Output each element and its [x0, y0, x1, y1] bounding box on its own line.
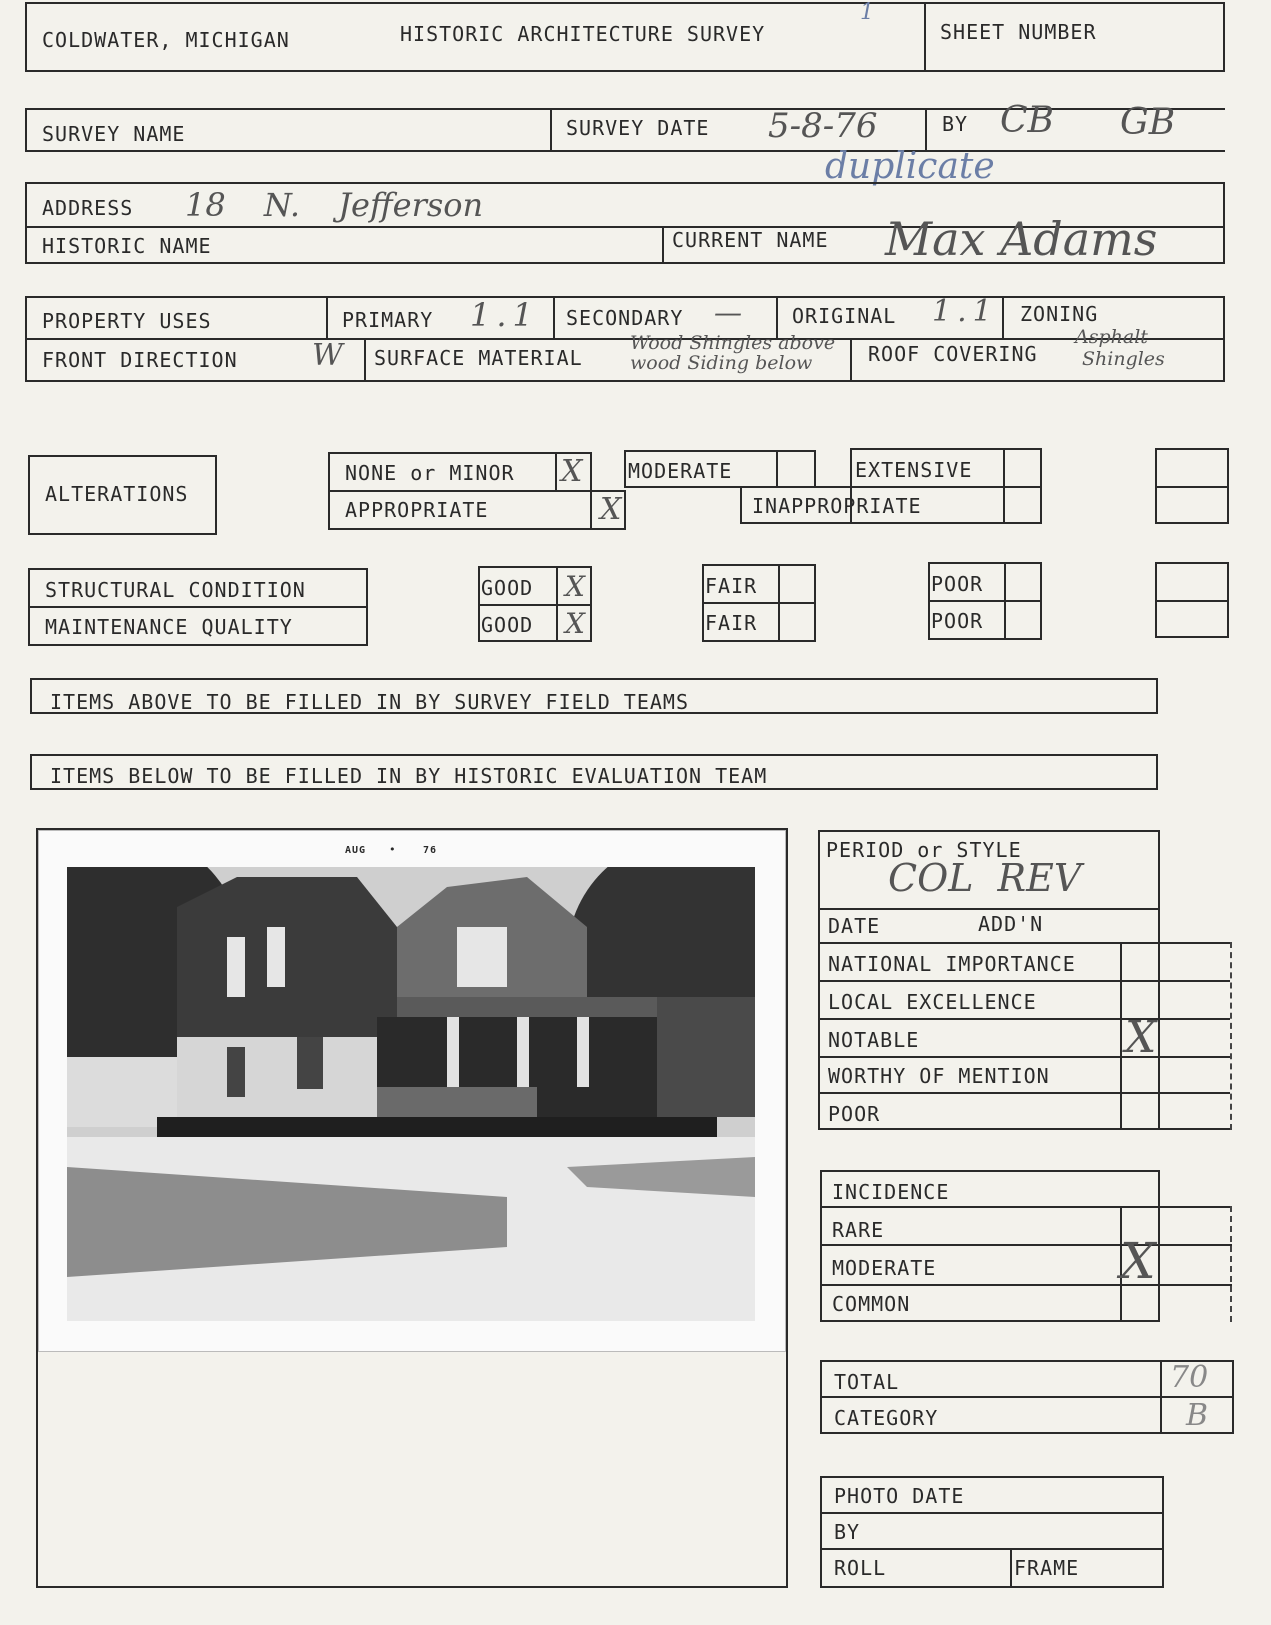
inc-moderate-label: MODERATE: [832, 1256, 937, 1280]
photo-info-line-1: [820, 1512, 1164, 1514]
condition-extra-mid: [1155, 600, 1229, 602]
total-label: TOTAL: [834, 1370, 900, 1394]
note-above: ITEMS ABOVE TO BE FILLED IN BY SURVEY FIELD TEAMS: [50, 690, 690, 714]
photo-stamp-year: 76: [423, 845, 438, 856]
current-name-divider: [662, 226, 664, 262]
maintenance-good-mark: X: [565, 607, 585, 640]
photo-info-line-2: [820, 1548, 1164, 1550]
note-below: ITEMS BELOW TO BE FILLED IN BY HISTORIC EVALUATION TEAM: [50, 764, 768, 788]
secondary-label: SECONDARY: [566, 306, 684, 330]
inc-line-1: [820, 1206, 1232, 1208]
moderate-label: MODERATE: [628, 459, 733, 483]
extensive-label: EXTENSIVE: [855, 458, 973, 482]
original-label: ORIGINAL: [792, 304, 897, 328]
original-value: 1.1: [932, 294, 998, 329]
period-value: COL REV: [888, 856, 1082, 900]
addn-label: ADD'N: [978, 912, 1044, 936]
survey-date-value: 5-8-76: [768, 106, 878, 146]
survey-by-value-1: CB: [1000, 100, 1054, 141]
common-label: COMMON: [832, 1292, 911, 1316]
maintenance-quality-label: MAINTENANCE QUALITY: [45, 615, 293, 639]
eval-line-1: [818, 942, 1230, 944]
notable-label: NOTABLE: [828, 1028, 920, 1052]
none-minor-label: NONE or MINOR: [345, 461, 515, 485]
header-title: HISTORIC ARCHITECTURE SURVEY: [400, 22, 766, 46]
worthy-label: WORTHY OF MENTION: [828, 1064, 1050, 1088]
survey-by-label: BY: [942, 112, 969, 136]
secondary-value: —: [714, 296, 742, 329]
property-uses-label: PROPERTY USES: [42, 309, 212, 333]
frame-label: FRAME: [1014, 1556, 1080, 1580]
date-label: DATE: [828, 914, 881, 938]
notable-mark: X: [1125, 1012, 1157, 1063]
prop-div-6: [850, 338, 852, 380]
photo-date-label: PHOTO DATE: [834, 1484, 965, 1508]
structural-good-mark: X: [565, 570, 585, 603]
fair-label-maintenance: FAIR: [705, 611, 758, 635]
good-mid: [478, 604, 592, 606]
primary-value: 1.1: [470, 296, 539, 334]
header-mark: 1: [860, 0, 874, 25]
good-label-maintenance: GOOD: [481, 613, 534, 637]
eval-line-2: [818, 980, 1230, 982]
roof-covering-line1: Asphalt: [1075, 326, 1148, 348]
photo-scene: [67, 867, 755, 1321]
category-label: CATEGORY: [834, 1406, 939, 1430]
inc-line-3: [820, 1284, 1232, 1286]
survey-by-value-2: GB: [1120, 102, 1176, 143]
photo-by-label: BY: [834, 1520, 861, 1544]
eval-line-4: [818, 1056, 1230, 1058]
eval-line-3: [818, 1018, 1230, 1020]
category-value: B: [1186, 1398, 1209, 1433]
header-divider: [924, 2, 926, 70]
surface-material-label: SURFACE MATERIAL: [374, 346, 583, 370]
appropriate-label: APPROPRIATE: [345, 498, 489, 522]
poor-label-maintenance: POOR: [931, 609, 984, 633]
roll-label: ROLL: [834, 1556, 887, 1580]
inappropriate-label: INAPPROPRIATE: [752, 494, 922, 518]
fair-label-structural: FAIR: [705, 574, 758, 598]
front-direction-value: W: [312, 338, 343, 373]
survey-div-1: [550, 108, 552, 150]
address-label: ADDRESS: [42, 196, 134, 220]
structural-condition-label: STRUCTURAL CONDITION: [45, 578, 306, 602]
primary-label: PRIMARY: [342, 308, 434, 332]
local-excellence-label: LOCAL EXCELLENCE: [828, 990, 1037, 1014]
header-city: COLDWATER, MICHIGAN: [42, 28, 290, 52]
prop-div-4: [1002, 296, 1004, 338]
photo-info-div: [1010, 1548, 1012, 1586]
eval-dash: [1230, 942, 1232, 1130]
eval-line-6: [1120, 1128, 1230, 1130]
surface-material-line1: Wood Shingles above: [630, 332, 836, 354]
alterations-extra-mid: [1155, 486, 1229, 488]
surface-material-line2: wood Siding below: [630, 352, 813, 374]
house-illustration: [67, 867, 755, 1321]
eval-div-1: [1120, 942, 1122, 1130]
national-importance-label: NATIONAL IMPORTANCE: [828, 952, 1076, 976]
roof-covering-line2: Shingles: [1082, 348, 1165, 370]
alterations-label: ALTERATIONS: [45, 482, 189, 506]
totals-div: [1160, 1360, 1162, 1432]
current-name-label: CURRENT NAME: [672, 228, 829, 252]
sheet-number-label: SHEET NUMBER: [940, 20, 1097, 44]
photo-stamp-month: AUG: [345, 845, 367, 856]
total-value: 70: [1170, 1360, 1209, 1395]
front-direction-label: FRONT DIRECTION: [42, 348, 238, 372]
roof-covering-label: ROOF COVERING: [868, 342, 1038, 366]
survey-name-label: SURVEY NAME: [42, 122, 186, 146]
totals-mid: [820, 1396, 1234, 1398]
prop-div-1: [326, 296, 328, 338]
fair-div: [778, 564, 780, 640]
property-divider: [25, 338, 1225, 340]
prop-div-5: [364, 338, 366, 380]
poor-div: [1004, 562, 1006, 638]
inc-moderate-mark: X: [1120, 1232, 1156, 1290]
appropriate-mark: X: [600, 492, 622, 527]
zoning-label: ZONING: [1020, 302, 1099, 326]
fair-mid: [702, 602, 816, 604]
good-div: [556, 566, 558, 640]
photo-stamp-dot: •: [389, 843, 397, 856]
moderate-div: [776, 450, 778, 486]
incidence-label: INCIDENCE: [832, 1180, 950, 1204]
eval-line-5: [818, 1092, 1230, 1094]
survey-div-2: [925, 108, 927, 150]
none-minor-mark: X: [561, 454, 583, 489]
period-label: PERIOD or STYLE: [826, 838, 1022, 862]
poor-label-structural: POOR: [931, 572, 984, 596]
historic-name-label: HISTORIC NAME: [42, 234, 212, 258]
eval-poor-label: POOR: [828, 1102, 881, 1126]
alt-left-mid: [328, 490, 626, 492]
inc-line-2: [820, 1244, 1232, 1246]
address-value: 18 N. Jefferson: [185, 186, 484, 224]
alt-left-div: [555, 452, 557, 490]
rare-label: RARE: [832, 1218, 885, 1242]
extensive-div: [1003, 448, 1005, 522]
survey-note: duplicate: [825, 146, 995, 187]
poor-mid: [928, 600, 1042, 602]
good-label-structural: GOOD: [481, 576, 534, 600]
current-name-value: Max Adams: [885, 212, 1158, 266]
inc-dash: [1230, 1206, 1232, 1322]
house-photograph: [38, 830, 786, 1352]
survey-date-label: SURVEY DATE: [566, 116, 710, 140]
condition-label-mid: [28, 606, 368, 608]
prop-div-2: [553, 296, 555, 338]
